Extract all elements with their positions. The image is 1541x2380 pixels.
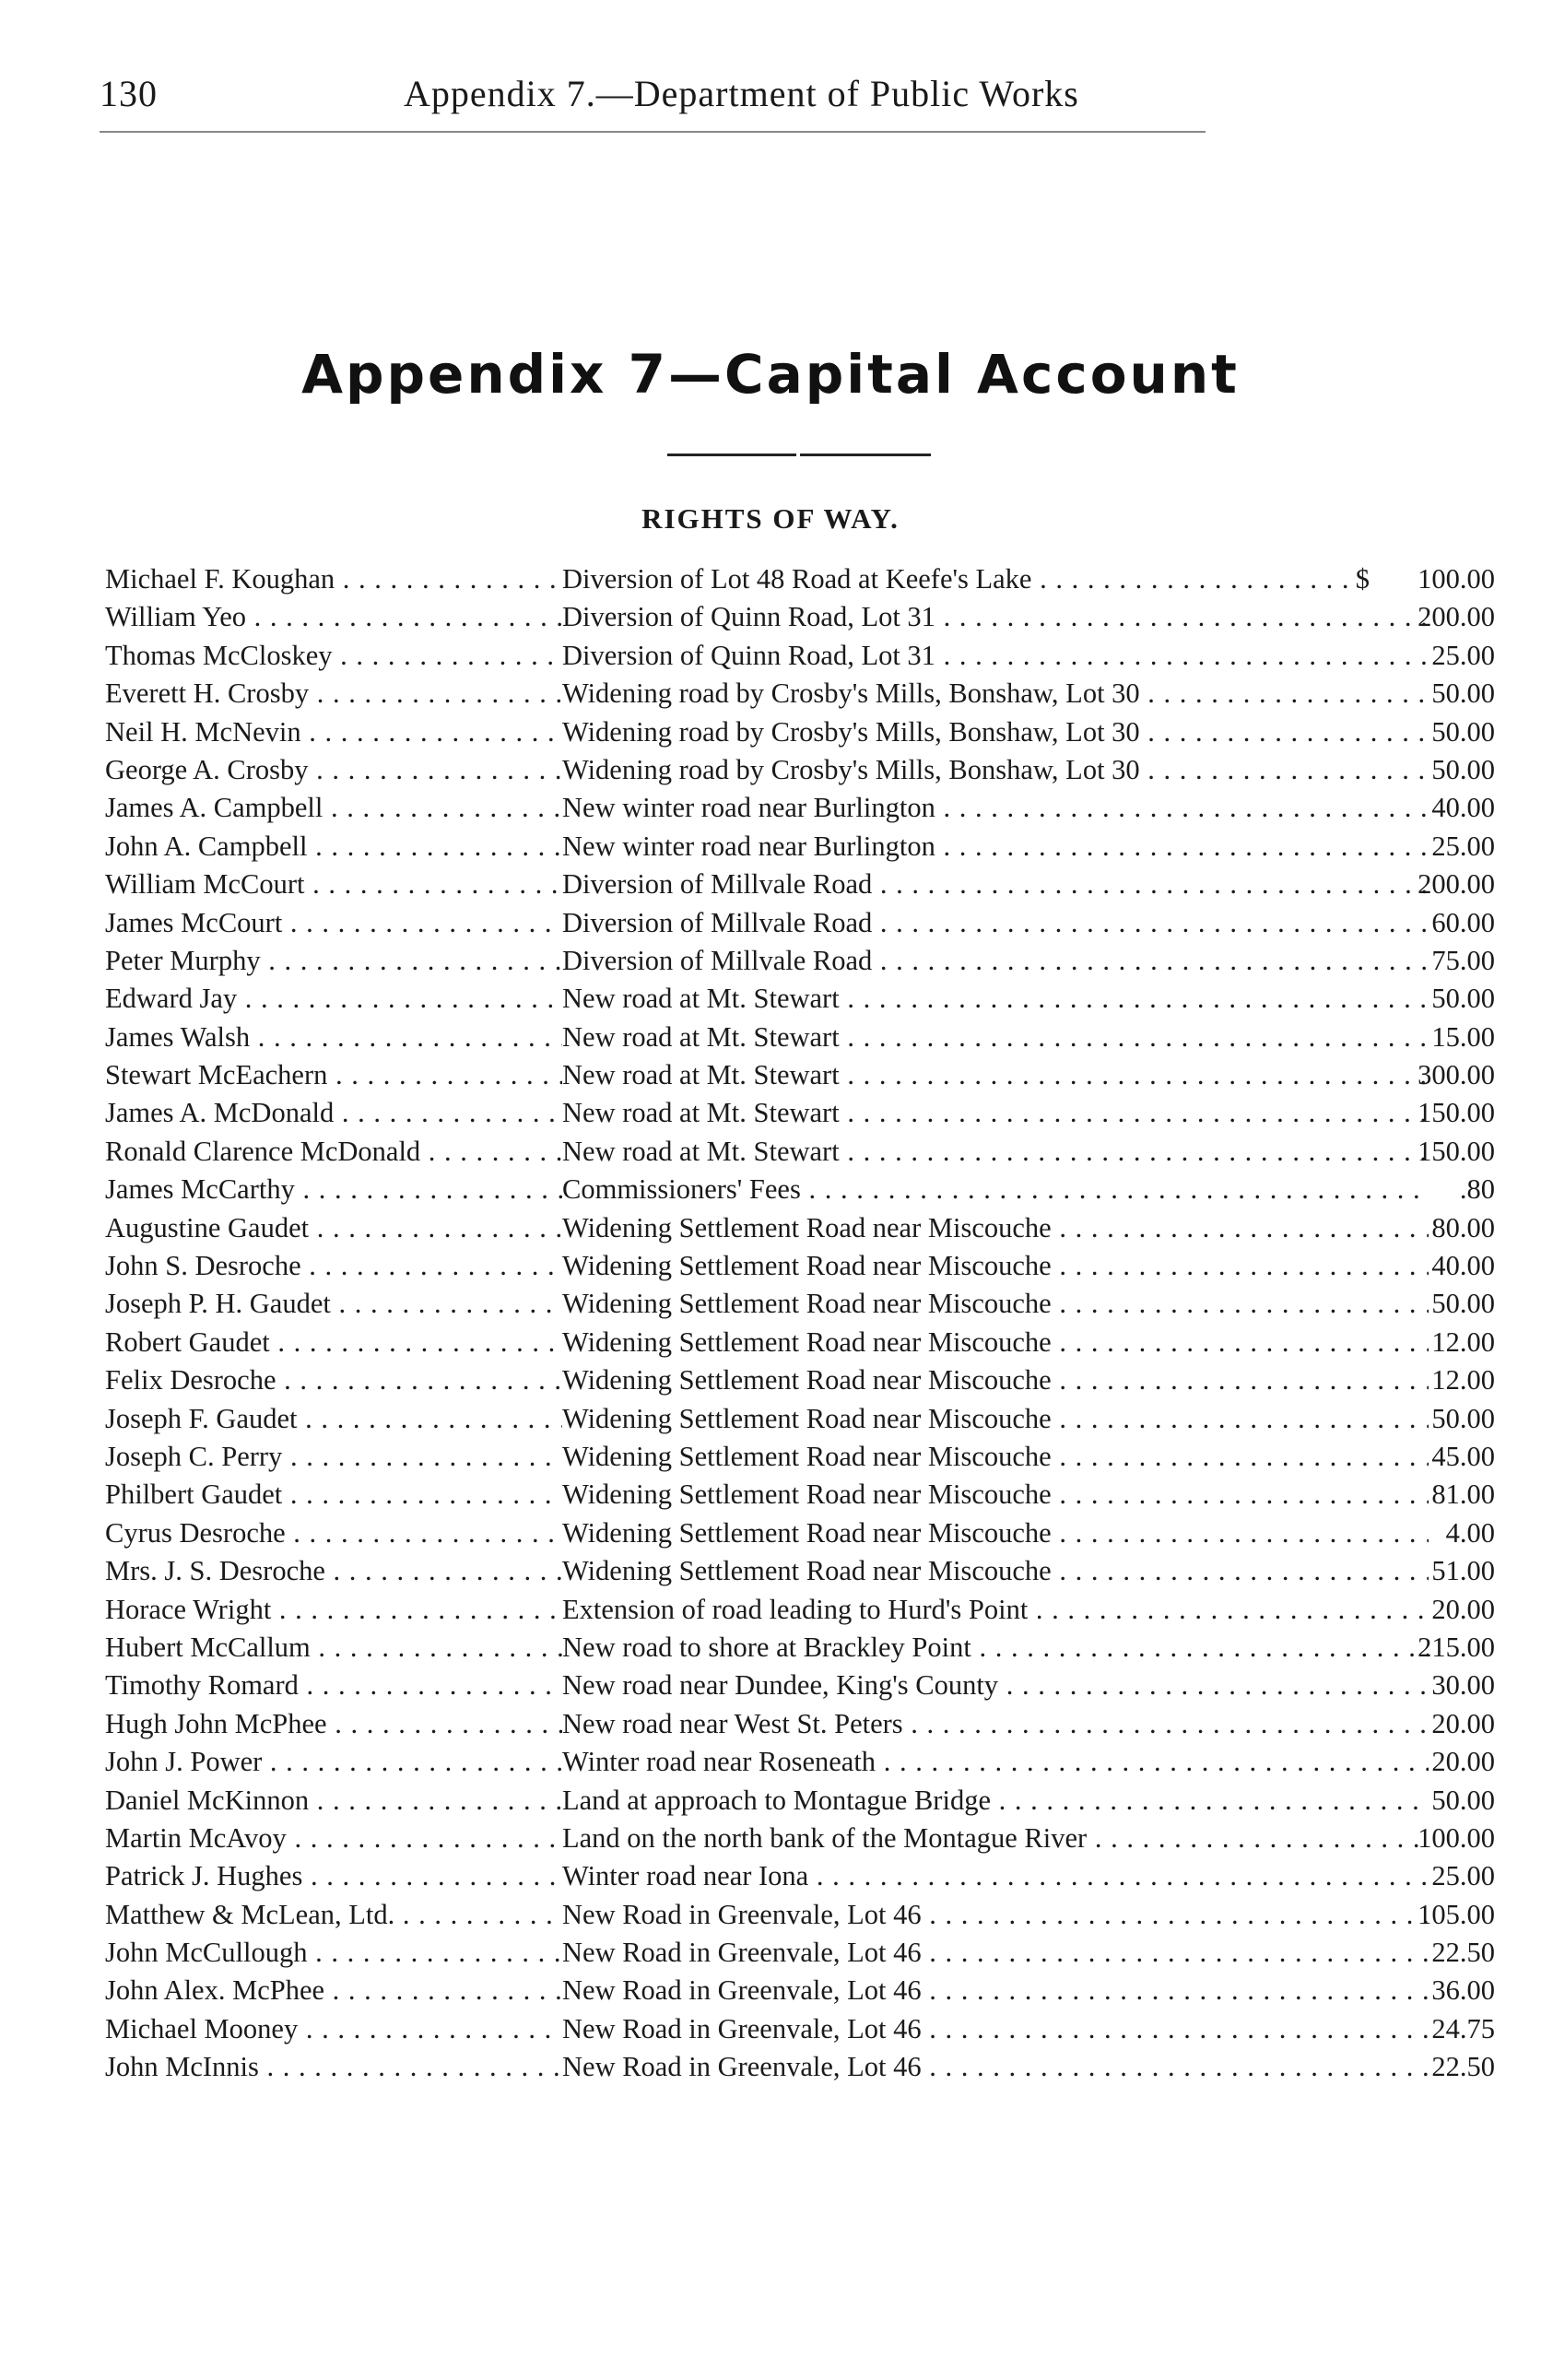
ledger-row xyxy=(105,1400,1495,1438)
ledger-row xyxy=(105,866,1495,903)
work-description: Diversion of Millvale Road . . . xyxy=(562,904,1429,942)
work-description: Diversion of Quinn Road, Lot 31 . . . xyxy=(562,598,1429,636)
amount: 15.00 xyxy=(1431,1020,1495,1053)
amount: 300.00 xyxy=(1417,1059,1495,1091)
payee-name: Timothy Romard . . . xyxy=(105,1667,562,1704)
title-rule-left xyxy=(667,454,796,456)
header-rule xyxy=(100,131,1206,133)
amount: 24.75 xyxy=(1431,2012,1495,2044)
work-description: Land at approach to Montague Bridge . . . xyxy=(562,1782,1429,1820)
ledger-row xyxy=(105,1285,1495,1323)
payee-name: James McCarthy . . . xyxy=(105,1171,562,1208)
work-description: New Road in Greenvale, Lot 46 . . . xyxy=(562,2010,1429,2048)
work-description: Widening Settlement Road near Miscouche . . . xyxy=(562,1209,1429,1247)
work-description: Extension of road leading to Hurd's Point . . . xyxy=(562,1591,1429,1629)
work-description: Widening road by Crosby's Mills, Bonshaw, Lot 30 . . . xyxy=(562,751,1429,789)
payee-name: Patrick J. Hughes . . . xyxy=(105,1857,562,1895)
amount: 20.00 xyxy=(1431,1746,1495,1778)
currency-symbol: $ xyxy=(1355,563,1370,595)
ledger-row xyxy=(105,1743,1495,1781)
ledger-row xyxy=(105,1361,1495,1399)
amount: 22.50 xyxy=(1431,1937,1495,1969)
payee-name: Felix Desroche . . . xyxy=(105,1361,562,1399)
payee-name: Michael F. Koughan . . . xyxy=(105,560,562,598)
payee-name: George A. Crosby . . . xyxy=(105,751,562,789)
ledger-row xyxy=(105,1934,1495,1972)
ledger-row xyxy=(105,980,1495,1018)
work-description: Widening Settlement Road near Miscouche . . . xyxy=(562,1476,1429,1514)
amount: 100.00 xyxy=(1417,563,1495,595)
work-description: New Road in Greenvale, Lot 46 . . . xyxy=(562,1896,1429,1934)
amount: 50.00 xyxy=(1431,715,1495,748)
ledger-row xyxy=(105,675,1495,713)
running-title: Appendix 7.—Department of Public Works xyxy=(404,73,1079,114)
ledger-row xyxy=(105,789,1495,827)
payee-name: Joseph P. H. Gaudet . . . xyxy=(105,1285,562,1323)
work-description: Widening Settlement Road near Miscouche . . . xyxy=(562,1285,1429,1323)
amount: 150.00 xyxy=(1417,1097,1495,1129)
title-rule-right xyxy=(800,454,931,456)
work-description: Widening road by Crosby's Mills, Bonshaw, Lot 30 . . . xyxy=(562,713,1429,751)
work-description: New road to shore at Brackley Point . . . xyxy=(562,1629,1429,1667)
ledger-row xyxy=(105,828,1495,866)
payee-name: John A. Campbell . . . xyxy=(105,828,562,866)
payee-name: James A. Campbell . . . xyxy=(105,789,562,827)
payee-name: William McCourt . . . xyxy=(105,866,562,903)
amount: .80 xyxy=(1459,1173,1495,1206)
amount: 50.00 xyxy=(1431,1288,1495,1320)
payee-name: Martin McAvoy . . . xyxy=(105,1820,562,1857)
ledger-row xyxy=(105,1133,1495,1171)
work-description: New road near West St. Peters . . . xyxy=(562,1705,1429,1743)
payee-name: Hubert McCallum . . . xyxy=(105,1629,562,1667)
running-head xyxy=(100,72,1206,127)
work-description: New road at Mt. Stewart . . . xyxy=(562,1133,1429,1171)
payee-name: Horace Wright . . . xyxy=(105,1591,562,1629)
payee-name: John McCullough . . . xyxy=(105,1934,562,1972)
amount: 215.00 xyxy=(1417,1631,1495,1663)
amount: 40.00 xyxy=(1431,792,1495,824)
work-description: New Road in Greenvale, Lot 46 . . . xyxy=(562,2048,1429,2086)
ledger-row xyxy=(105,2048,1495,2086)
ledger-row xyxy=(105,637,1495,675)
amount: 51.00 xyxy=(1431,1555,1495,1587)
work-description: New Road in Greenvale, Lot 46 . . . xyxy=(562,1972,1429,2009)
amount: 22.50 xyxy=(1431,2051,1495,2083)
work-description: Widening Settlement Road near Miscouche . . . xyxy=(562,1552,1429,1590)
ledger-row xyxy=(105,1019,1495,1056)
ledger-row xyxy=(105,1972,1495,2009)
ledger-row xyxy=(105,1552,1495,1590)
work-description: Widening Settlement Road near Miscouche . . . xyxy=(562,1324,1429,1361)
ledger-row xyxy=(105,1629,1495,1667)
amount: 50.00 xyxy=(1431,983,1495,1015)
payee-name: James A. McDonald . . . xyxy=(105,1094,562,1132)
amount: 150.00 xyxy=(1417,1135,1495,1167)
payee-name: John Alex. McPhee . . . xyxy=(105,1972,562,2009)
payee-name: Matthew & McLean, Ltd. . . . xyxy=(105,1896,562,1934)
amount: 36.00 xyxy=(1431,1974,1495,2007)
amount: 50.00 xyxy=(1431,1402,1495,1434)
ledger-row xyxy=(105,904,1495,942)
work-description: Winter road near Iona . . . xyxy=(562,1857,1429,1895)
payee-name: Neil H. McNevin . . . xyxy=(105,713,562,751)
ledger-row xyxy=(105,1438,1495,1476)
work-description: Diversion of Millvale Road . . . xyxy=(562,942,1429,980)
work-description: Widening Settlement Road near Miscouche . . . xyxy=(562,1514,1429,1552)
work-description: Widening Settlement Road near Miscouche . . . xyxy=(562,1361,1429,1399)
ledger-row xyxy=(105,751,1495,789)
payee-name: Edward Jay . . . xyxy=(105,980,562,1018)
payee-name: Thomas McCloskey . . . xyxy=(105,637,562,675)
amount: 100.00 xyxy=(1417,1821,1495,1854)
amount: 30.00 xyxy=(1431,1669,1495,1702)
work-description: Land on the north bank of the Montague River . . . xyxy=(562,1820,1429,1857)
ledger-row xyxy=(105,1094,1495,1132)
payee-name: Hugh John McPhee . . . xyxy=(105,1705,562,1743)
payee-name: Augustine Gaudet . . . xyxy=(105,1209,562,1247)
ledger-row xyxy=(105,2010,1495,2048)
amount: 25.00 xyxy=(1431,1860,1495,1892)
amount: 50.00 xyxy=(1431,677,1495,710)
amount: 75.00 xyxy=(1431,944,1495,976)
work-description: New road at Mt. Stewart . . . xyxy=(562,980,1429,1018)
work-description: New road at Mt. Stewart . . . xyxy=(562,1056,1429,1094)
ledger-row xyxy=(105,598,1495,636)
amount: 80.00 xyxy=(1431,1211,1495,1243)
ledger-row xyxy=(105,1591,1495,1629)
payee-name: Stewart McEachern . . . xyxy=(105,1056,562,1094)
amount: 20.00 xyxy=(1431,1593,1495,1625)
work-description: New road at Mt. Stewart . . . xyxy=(562,1019,1429,1056)
payee-name: Joseph C. Perry . . . xyxy=(105,1438,562,1476)
ledger-row xyxy=(105,1247,1495,1285)
payee-name: John S. Desroche . . . xyxy=(105,1247,562,1285)
ledger-row xyxy=(105,1324,1495,1361)
payee-name: James Walsh . . . xyxy=(105,1019,562,1056)
amount: 12.00 xyxy=(1431,1364,1495,1396)
payee-name: Michael Mooney . . . xyxy=(105,2010,562,2048)
ledger-row xyxy=(105,1476,1495,1514)
ledger-row xyxy=(105,1896,1495,1934)
payee-name: James McCourt . . . xyxy=(105,904,562,942)
work-description: Widening Settlement Road near Miscouche . . . xyxy=(562,1438,1429,1476)
payee-name: Mrs. J. S. Desroche . . . xyxy=(105,1552,562,1590)
work-description: Widening Settlement Road near Miscouche . . . xyxy=(562,1400,1429,1438)
payee-name: John McInnis . . . xyxy=(105,2048,562,2086)
amount: 40.00 xyxy=(1431,1250,1495,1282)
work-description: New road at Mt. Stewart . . . xyxy=(562,1094,1429,1132)
amount: 50.00 xyxy=(1431,753,1495,785)
payee-name: John J. Power . . . xyxy=(105,1743,562,1781)
ledger-row xyxy=(105,1514,1495,1552)
ledger-row xyxy=(105,1820,1495,1857)
work-description: Winter road near Roseneath . . . xyxy=(562,1743,1429,1781)
work-description: New Road in Greenvale, Lot 46 . . . xyxy=(562,1934,1429,1972)
ledger-row xyxy=(105,942,1495,980)
ledger-row xyxy=(105,1056,1495,1094)
work-description: New road near Dundee, King's County . . . xyxy=(562,1667,1429,1704)
ledger-row xyxy=(105,1171,1495,1208)
amount: 25.00 xyxy=(1431,830,1495,862)
ledger-row xyxy=(105,1857,1495,1895)
work-description: Widening road by Crosby's Mills, Bonshaw, Lot 30 . . . xyxy=(562,675,1429,713)
amount: 50.00 xyxy=(1431,1784,1495,1816)
work-description: Commissioners' Fees . . . xyxy=(562,1171,1429,1208)
payee-name: William Yeo . . . xyxy=(105,598,562,636)
work-description: Widening Settlement Road near Miscouche . . . xyxy=(562,1247,1429,1285)
page-number: 130 xyxy=(100,73,158,114)
amount: 25.00 xyxy=(1431,639,1495,671)
payee-name: Ronald Clarence McDonald . . . xyxy=(105,1133,562,1171)
payee-name: Everett H. Crosby . . . xyxy=(105,675,562,713)
ledger-row xyxy=(105,1667,1495,1704)
ledger-row xyxy=(105,713,1495,751)
work-description: Diversion of Lot 48 Road at Keefe's Lake . . . xyxy=(562,560,1355,598)
work-description: New winter road near Burlington . . . xyxy=(562,789,1429,827)
rights-of-way-ledger xyxy=(105,560,1495,2087)
payee-name: Daniel McKinnon . . . xyxy=(105,1782,562,1820)
ledger-row xyxy=(105,1209,1495,1247)
payee-name: Robert Gaudet . . . xyxy=(105,1324,562,1361)
amount: 200.00 xyxy=(1417,601,1495,633)
payee-name: Cyrus Desroche . . . xyxy=(105,1514,562,1552)
payee-name: Philbert Gaudet . . . xyxy=(105,1476,562,1514)
page-title: Appendix 7—Capital Account xyxy=(301,343,1240,406)
ledger-row xyxy=(105,1705,1495,1743)
work-description: Diversion of Quinn Road, Lot 31 . . . xyxy=(562,637,1429,675)
amount: 20.00 xyxy=(1431,1707,1495,1739)
section-heading: RIGHTS OF WAY. xyxy=(641,502,900,535)
amount: 45.00 xyxy=(1431,1440,1495,1472)
amount: 105.00 xyxy=(1417,1898,1495,1930)
amount: 81.00 xyxy=(1431,1479,1495,1511)
work-description: New winter road near Burlington . . . xyxy=(562,828,1429,866)
work-description: Diversion of Millvale Road . . . xyxy=(562,866,1429,903)
amount: 60.00 xyxy=(1431,906,1495,938)
payee-name: Joseph F. Gaudet . . . xyxy=(105,1400,562,1438)
payee-name: Peter Murphy . . . xyxy=(105,942,562,980)
ledger-row xyxy=(105,560,1495,598)
ledger-row xyxy=(105,1782,1495,1820)
amount: 200.00 xyxy=(1417,868,1495,901)
amount: 4.00 xyxy=(1445,1516,1495,1549)
amount: 12.00 xyxy=(1431,1325,1495,1358)
